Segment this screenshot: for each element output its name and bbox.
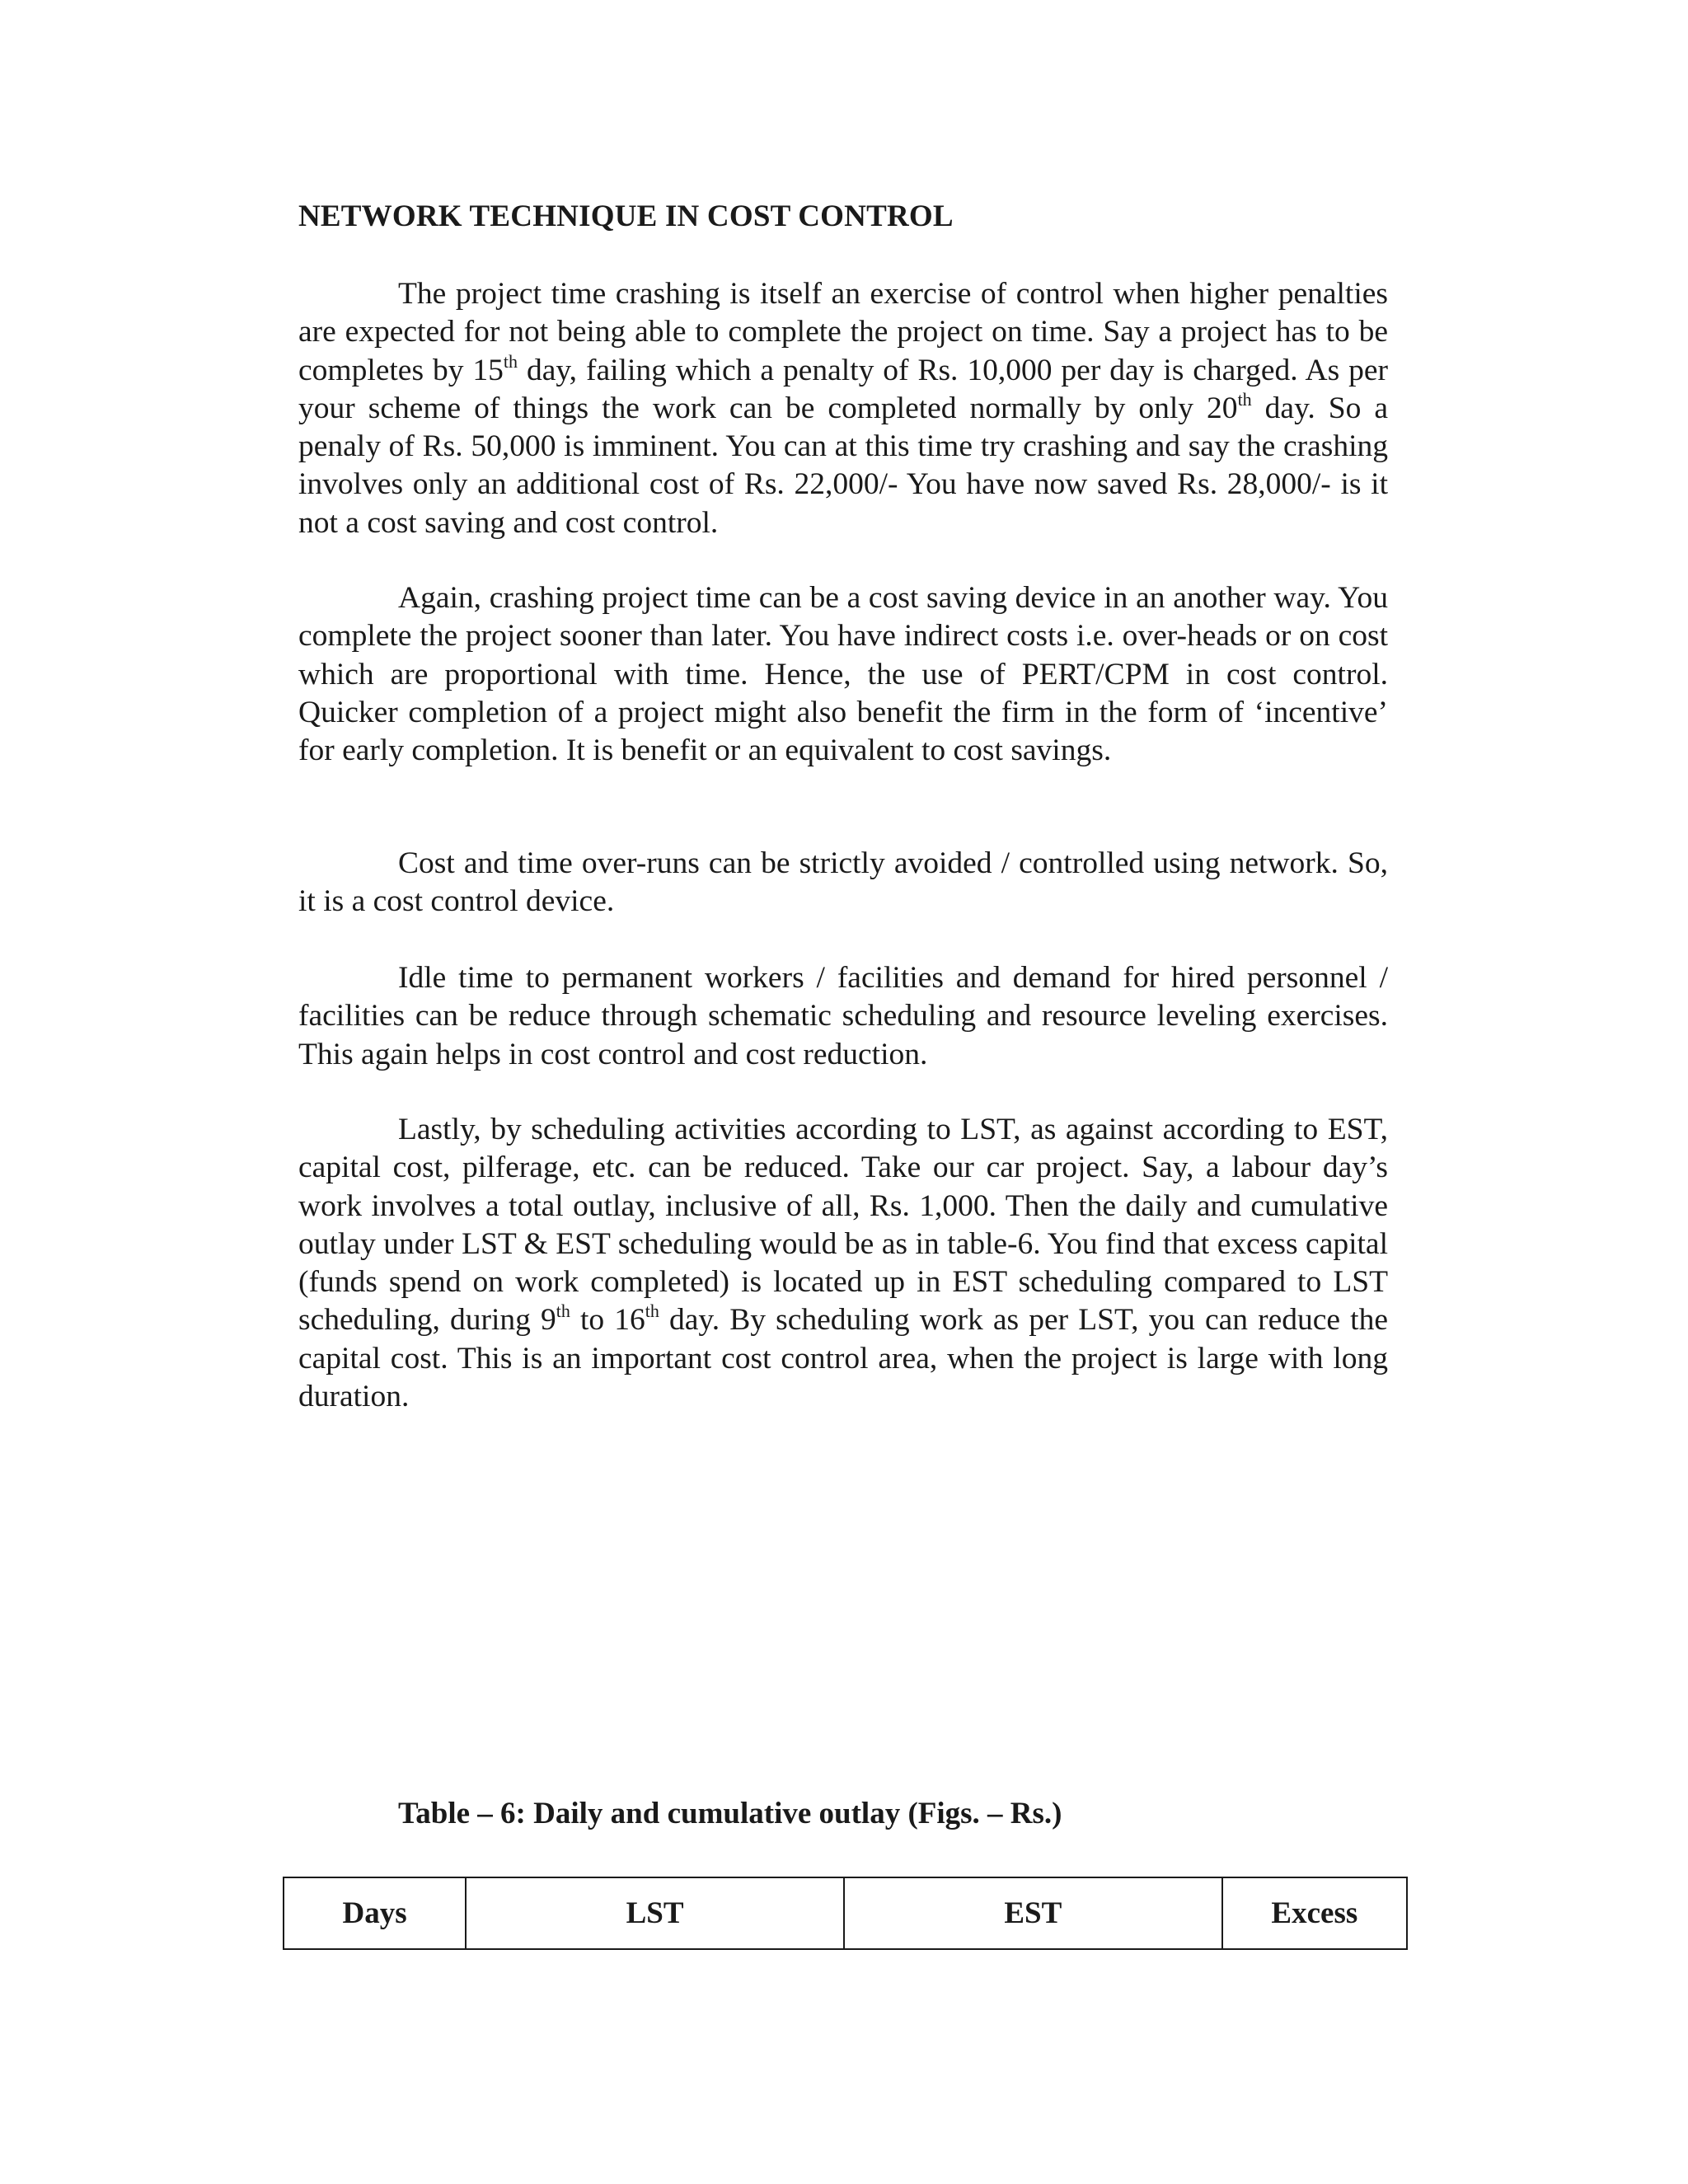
page-title: NETWORK TECHNIQUE IN COST CONTROL	[298, 199, 954, 233]
ordinal-suffix: th	[556, 1301, 570, 1322]
paragraph-lst-scheduling	[298, 1111, 1388, 1416]
paragraph-penalty-crashing	[298, 275, 1388, 542]
column-header-est: EST	[844, 1877, 1222, 1949]
outlay-table	[283, 1877, 1408, 1950]
paragraph-text: day, failing which a penalty of Rs. 10,000 per day is charged. As per your scheme of things the work can be completed normally by only 20	[298, 353, 1388, 425]
paragraph-text: Lastly, by scheduling activities according to LST, as against according to EST, capital cost, pilferage, etc. can be reduced. Take our car project. Say, a labour day’s work involves a total outlay, inclusive of all, Rs. 1,000. Then the daily and cumulative outlay under LST & EST scheduling would be as in table-6. You find that excess capital (funds spend on work completed) is located up in EST scheduling compared to LST scheduling, during 9	[298, 1113, 1388, 1338]
paragraph-indirect-costs: Again, crashing project time can be a cost saving device in an another way. You complete the project sooner than later. You have indirect costs i.e. over-heads or on cost which are proportional with time. Hence, the use of PERT/CPM in cost control. Quicker completion of a project might also benefit the firm in the form of ‘incentive’ for early completion. It is benefit or an equivalent to cost savings.	[298, 581, 1388, 768]
ordinal-suffix: th	[503, 350, 518, 372]
paragraph-text: day. So a penaly of Rs. 50,000 is imminent. You can at this time try crashing and say the crashing involves only an additional cost of Rs. 22,000/- You have now saved Rs. 28,000/- is it not a cost saving and cost control.	[298, 391, 1388, 540]
table-caption: Table – 6: Daily and cumulative outlay (Figs. – Rs.)	[398, 1797, 1062, 1830]
paragraph-text: to 16	[570, 1303, 645, 1338]
table-header-row	[284, 1877, 1407, 1949]
ordinal-suffix: th	[645, 1301, 659, 1322]
column-header-excess: Excess	[1222, 1877, 1407, 1949]
column-header-days: Days	[284, 1877, 466, 1949]
paragraph-text: The project time crashing is itself an exercise of control when higher penalties are expected for not being able to complete the project on time. Say a project has to be completes by 15	[298, 277, 1388, 387]
paragraph-idle-time: Idle time to permanent workers / facilities and demand for hired personnel / facilities can be reduce through schematic scheduling and resource leveling exercises. This again helps in cost control and cost reduction.	[298, 961, 1388, 1071]
paragraph-text: day. By scheduling work as per LST, you can reduce the capital cost. This is an important cost control area, when the project is large with long duration.	[298, 1303, 1388, 1414]
ordinal-suffix: th	[1237, 388, 1252, 410]
paragraph-overruns: Cost and time over-runs can be strictly avoided / controlled using network. So, it is a cost control device.	[298, 846, 1388, 919]
column-header-lst: LST	[466, 1877, 844, 1949]
